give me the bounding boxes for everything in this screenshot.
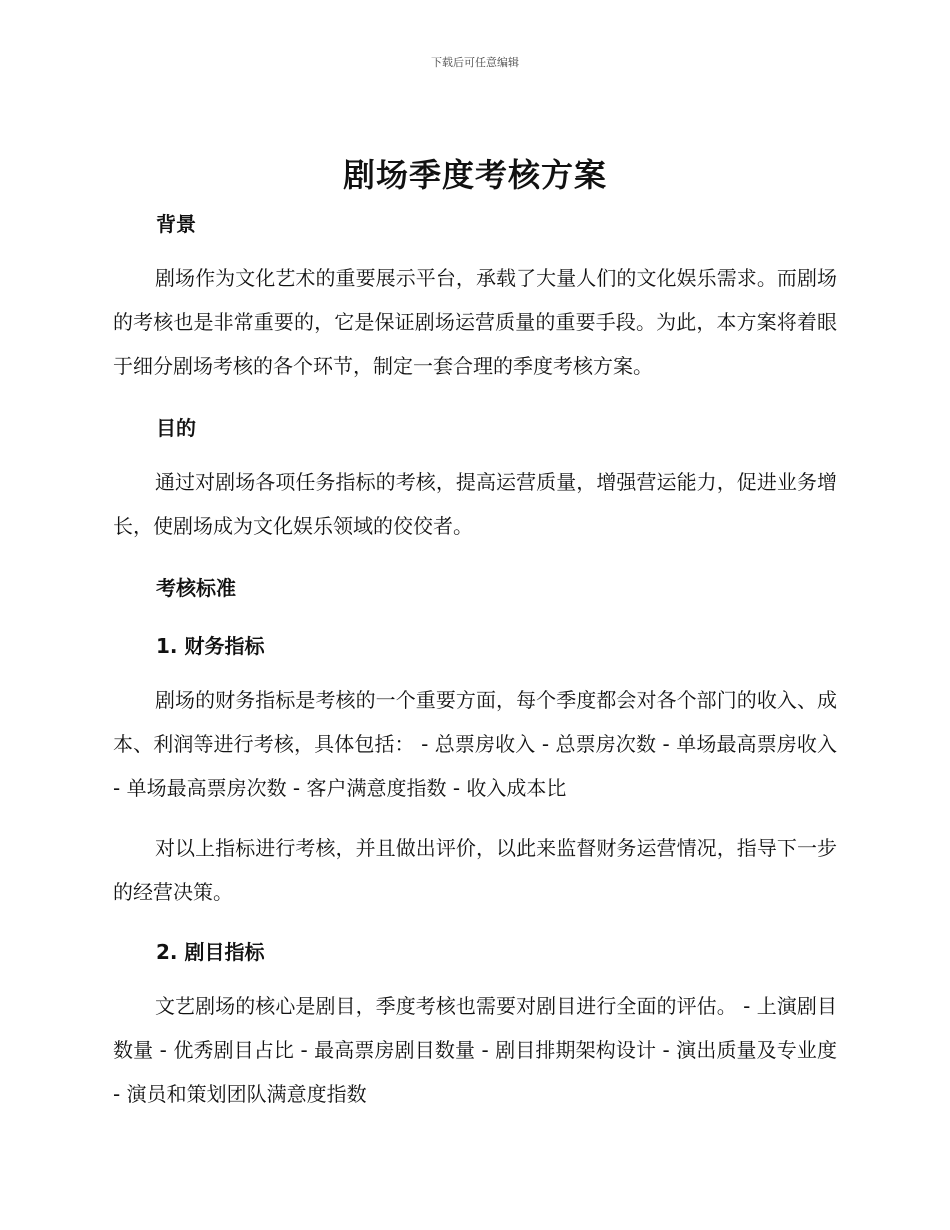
header-note: 下载后可任意编辑 xyxy=(431,56,519,69)
heading-repertoire: 2. 剧目指标 xyxy=(156,940,265,964)
paragraph-background: 剧场作为文化艺术的重要展示平台，承载了大量人们的文化娱乐需求。而剧场的考核也是非常重要的，它是保证剧场运营质量的重要手段。为此，本方案将着眼于细分剧场考核的各个环节，制定一套合理的季度考核方案。 xyxy=(113,266,837,378)
paragraph-financial-conclusion: 对以上指标进行考核，并且做出评价，以此来监督财务运营情况，指导下一步的经营决策。 xyxy=(113,836,837,904)
heading-financial: 1. 财务指标 xyxy=(156,634,265,658)
heading-purpose: 目的 xyxy=(156,416,196,440)
heading-criteria: 考核标准 xyxy=(156,576,236,600)
heading-background: 背景 xyxy=(156,212,196,236)
paragraph-financial: 剧场的财务指标是考核的一个重要方面，每个季度都会对各个部门的收入、成本、利润等进行考核，具体包括： - 总票房收入 - 总票房次数 - 单场最高票房收入 - 单场最高票房次数 - 客户满意度指数 - 收入成本比 xyxy=(113,688,837,800)
document-title: 剧场季度考核方案 xyxy=(342,156,607,194)
paragraph-repertoire: 文艺剧场的核心是剧目，季度考核也需要对剧目进行全面的评估。 - 上演剧目数量 - 优秀剧目占比 - 最高票房剧目数量 - 剧目排期架构设计 - 演出质量及专业度 - 演员和策划团队满意度指数 xyxy=(113,994,837,1106)
paragraph-purpose: 通过对剧场各项任务指标的考核，提高运营质量，增强营运能力，促进业务增长，使剧场成为文化娱乐领域的佼佼者。 xyxy=(113,470,837,538)
